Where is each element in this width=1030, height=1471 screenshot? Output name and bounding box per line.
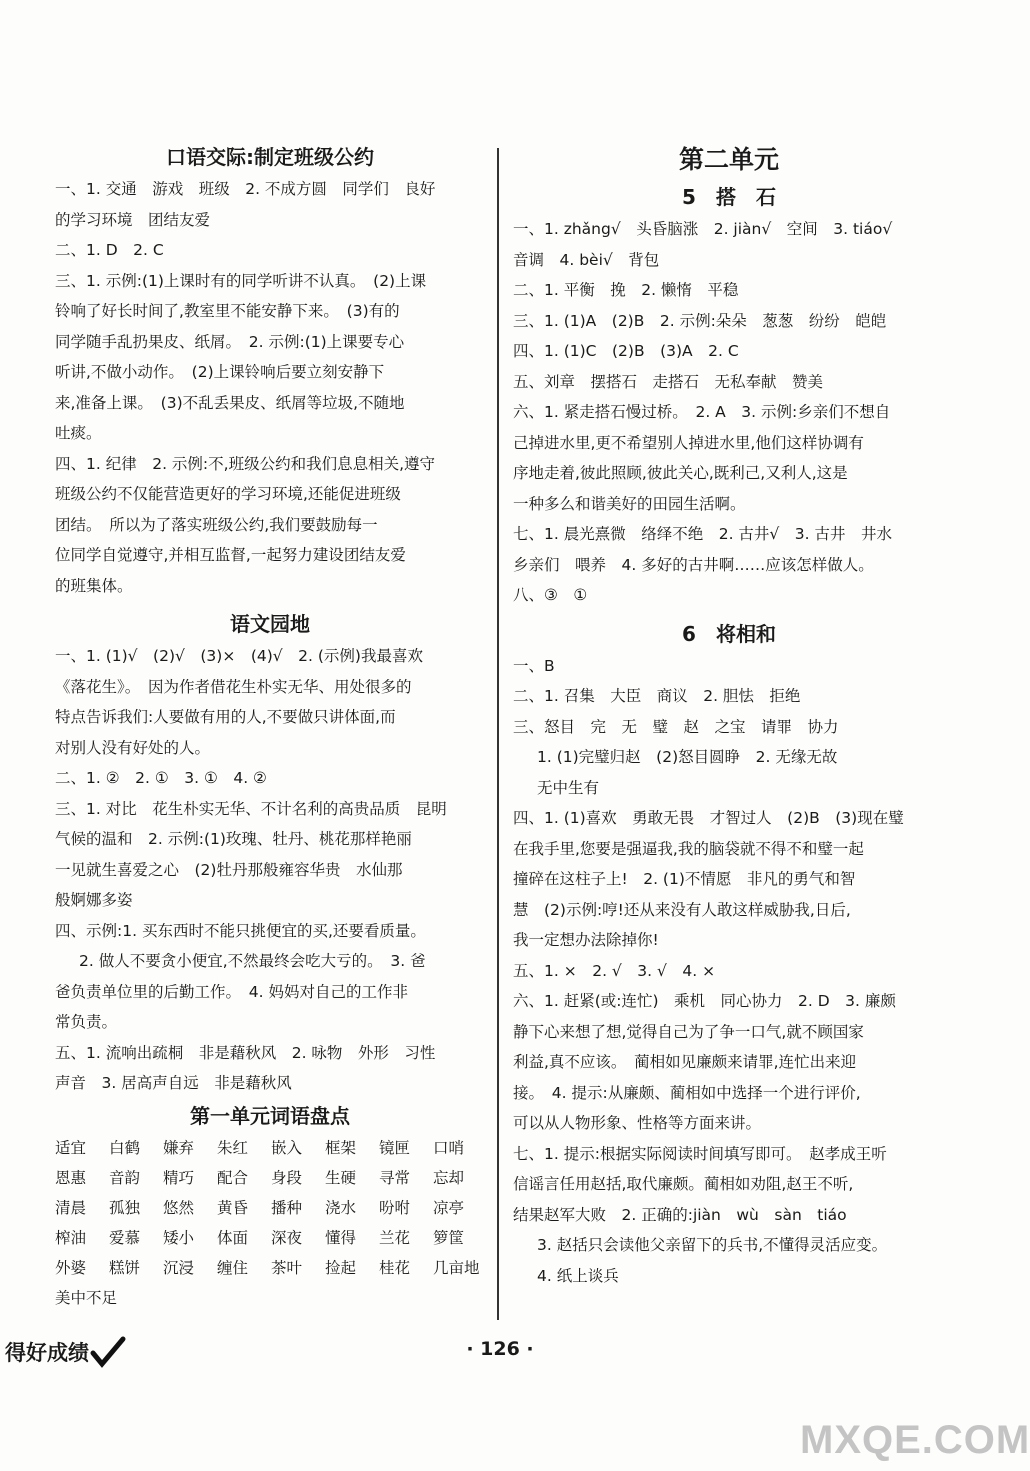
lesson5-title: 5 搭 石	[682, 185, 776, 209]
answer-line: 三、怒目 完 无 璧 赵 之宝 请罪 协力	[513, 717, 839, 736]
word-item: 几亩地	[433, 1258, 480, 1277]
answer-line: 四、1. (1)喜欢 勇敢无畏 才智过人 (2)B (3)现在璧	[513, 809, 904, 827]
answer-line: 三、1. (1)A (2)B 2. 示例:朵朵 葱葱 纷纷 皑皑	[513, 311, 887, 330]
answer-line: 无中生有	[537, 778, 600, 797]
answer-line: 一、B	[513, 656, 555, 675]
answer-line: 特点告诉我们:人要做有用的人,不要做只讲体面,而	[55, 708, 396, 726]
answer-line: 声音 3. 居高声自远 非是藉秋风	[55, 1074, 292, 1092]
answer-line: 来,准备上课。 (3)不乱丢果皮、纸屑等垃圾,不随地	[55, 393, 405, 412]
answer-line: 四、1. (1)C (2)B (3)A 2. C	[513, 342, 739, 360]
word-item: 茶叶	[271, 1258, 303, 1277]
answer-line: 《落花生》。 因为作者借花生朴实无华、用处很多的	[55, 677, 412, 696]
page-number: · 126 ·	[466, 1338, 534, 1360]
word-item: 生硬	[325, 1168, 357, 1187]
lesson6-title: 6 将相和	[682, 621, 776, 646]
word-item: 吩咐	[379, 1198, 411, 1217]
word-item: 播种	[271, 1198, 303, 1217]
word-item: 恩惠	[55, 1168, 87, 1187]
word-item: 兰花	[379, 1228, 411, 1247]
answer-line: 对别人没有好处的人。	[55, 738, 211, 757]
answer-line: 一种多么和谐美好的田园生活啊。	[513, 494, 746, 513]
answer-line: 撞碎在这柱子上! 2. (1)不情愿 非凡的勇气和智	[513, 870, 856, 888]
answer-line: 气候的温和 2. 示例:(1)玫瑰、牡丹、桃花那样艳丽	[55, 830, 412, 848]
lesson6-answers	[513, 651, 945, 1292]
answer-line: 六、1. 紧走搭石慢过桥。 2. A 3. 示例:乡亲们不想自	[513, 403, 891, 421]
answer-line: 2. 做人不要贪小便宜,不然最终会吃大亏的。 3. 爸	[79, 952, 426, 970]
word-item: 榨油	[55, 1228, 87, 1247]
answer-line: 二、1. 召集 大臣 商议 2. 胆怯 拒绝	[513, 687, 801, 705]
word-item: 身段	[271, 1168, 303, 1187]
word-item: 音韵	[109, 1168, 141, 1187]
unit-title: 第二单元	[678, 145, 779, 174]
word-item: 体面	[217, 1228, 249, 1247]
answer-line: 静下心来想了想,觉得自己为了争一口气,就不顾国家	[513, 1022, 864, 1041]
answer-line: 三、1. 对比 花生朴实无华、不计名利的高贵品质 昆明	[55, 799, 447, 818]
word-item: 清晨	[55, 1198, 87, 1217]
answer-line: 4. 纸上谈兵	[537, 1266, 619, 1285]
answer-line: 一、1. 交通 游戏 班级 2. 不成方圆 同学们 良好	[55, 180, 436, 198]
answer-line: 三、1. 示例:(1)上课时有的同学听讲不认真。 (2)上课	[55, 271, 427, 290]
section-title-garden: 语文园地	[230, 612, 310, 636]
oral-answers	[55, 174, 485, 601]
word-item: 白鹤	[109, 1138, 141, 1157]
word-item: 桂花	[379, 1258, 411, 1277]
column-divider	[497, 148, 499, 1320]
answer-line: 一、1. (1)√ (2)√ (3)× (4)√ 2. (示例)我最喜欢	[55, 647, 423, 665]
answer-line: 可以从人物形象、性格等方面来讲。	[513, 1114, 762, 1132]
word-item: 美中不足	[55, 1288, 118, 1307]
answer-line: 五、刘章 摆搭石 走搭石 无私奉献 赞美	[513, 372, 824, 391]
answer-line: 常负责。	[55, 1013, 118, 1031]
word-item: 悠然	[163, 1198, 195, 1217]
answer-line: 接。 4. 提示:从廉颇、蔺相如中选择一个进行评价,	[513, 1083, 861, 1102]
answer-line: 二、1. 平衡 挽 2. 懒惰 平稳	[513, 281, 739, 299]
answer-line: 四、示例:1. 买东西时不能只挑便宜的买,还要看质量。	[55, 921, 426, 940]
answer-line: 六、1. 赶紧(或:连忙) 乘机 同心协力 2. D 3. 廉颇	[513, 992, 896, 1010]
garden-answers	[55, 641, 485, 1099]
right-column	[513, 140, 945, 1291]
word-item: 爱慕	[109, 1228, 141, 1247]
answer-line: 1. (1)完璧归赵 (2)怒目圆睁 2. 无缘无故	[537, 748, 838, 766]
word-item: 矮小	[163, 1228, 195, 1247]
lesson5-answers	[513, 214, 945, 611]
answer-line: 五、1. × 2. √ 3. √ 4. ×	[513, 961, 716, 980]
answer-line: 一见就生喜爱之心 (2)牡丹那般雍容华贵 水仙那	[55, 860, 403, 879]
answer-line: 在我手里,您要是强逼我,我的脑袋就不得不和璧一起	[513, 839, 864, 858]
answer-line: 听讲,不做小动作。 (2)上课铃响后要立刻安静下	[55, 363, 385, 381]
word-item: 糕饼	[109, 1258, 141, 1277]
word-item: 精巧	[163, 1168, 195, 1187]
answer-line: 的班集体。	[55, 576, 133, 595]
answer-line: 般婀娜多姿	[55, 891, 133, 909]
left-column	[55, 140, 485, 1313]
word-item: 缠住	[217, 1258, 249, 1277]
word-item: 凉亭	[433, 1198, 465, 1217]
answer-line: 序地走着,彼此照顾,彼此关心,既利己,又利人,这是	[513, 464, 848, 482]
section-title-words: 第一单元词语盘点	[190, 1103, 350, 1128]
answer-line: 一、1. zhǎng√ 头昏脑涨 2. jiàn√ 空间 3. tiáo√	[513, 220, 893, 238]
answer-line: 3. 赵括只会读他父亲留下的兵书,不懂得灵活应变。	[537, 1236, 888, 1254]
answer-line: 二、1. ② 2. ① 3. ① 4. ②	[55, 769, 267, 787]
answer-line: 利益,真不应该。 蔺相如见廉颇来请罪,连忙出来迎	[513, 1053, 857, 1071]
answer-line: 班级公约不仅能营造更好的学习环境,还能促进班级	[55, 485, 401, 503]
watermark: MXQE.COM	[800, 1418, 1030, 1462]
answer-line: 吐痰。	[55, 424, 102, 442]
word-item: 懂得	[325, 1228, 357, 1247]
answer-line: 七、1. 晨光熹微 络绎不绝 2. 古井√ 3. 古井 井水	[513, 525, 893, 543]
answer-line: 五、1. 流响出疏桐 非是藉秋风 2. 咏物 外形 习性	[55, 1043, 436, 1062]
answer-line: 位同学自觉遵守,并相互监督,一起努力建设团结友爱	[55, 546, 406, 564]
answer-line: 七、1. 提示:根据实际阅读时间填写即可。 赵孝成王听	[513, 1144, 887, 1163]
word-item: 深夜	[271, 1228, 303, 1247]
word-item: 忘却	[433, 1168, 465, 1187]
brand-text: 得好成绩	[5, 1340, 89, 1365]
word-item: 浇水	[325, 1198, 357, 1217]
word-item: 口哨	[433, 1138, 465, 1157]
word-item: 箩筐	[433, 1228, 465, 1247]
answer-line: 音调 4. bèi√ 背包	[513, 250, 660, 269]
word-item: 框架	[325, 1138, 357, 1157]
word-item: 孤独	[109, 1198, 141, 1217]
word-item: 配合	[217, 1168, 249, 1187]
section-title-oral: 口语交际:制定班级公约	[166, 145, 374, 169]
word-item: 黄昏	[217, 1198, 249, 1217]
word-item: 捡起	[325, 1258, 357, 1277]
word-item: 适宜	[55, 1138, 87, 1157]
answer-line: 爸负责单位里的后勤工作。 4. 妈妈对自己的工作非	[55, 982, 408, 1001]
answer-line: 我一定想办法除掉你!	[513, 931, 659, 949]
answer-line: 铃响了好长时间了,教室里不能安静下来。 (3)有的	[55, 302, 400, 320]
answer-line: 八、③ ①	[513, 586, 588, 604]
answer-line: 四、1. 纪律 2. 示例:不,班级公约和我们息息相关,遵守	[55, 454, 436, 473]
word-item: 寻常	[379, 1168, 411, 1187]
answer-line: 乡亲们 喂养 4. 多好的古井啊……应该怎样做人。	[513, 555, 874, 574]
answer-line: 结果赵军大败 2. 正确的:jiàn wù sàn tiáo	[513, 1205, 847, 1224]
word-item: 外婆	[55, 1258, 87, 1277]
word-item: 沉浸	[163, 1258, 195, 1277]
word-item: 嵌入	[271, 1138, 303, 1157]
word-list	[55, 1133, 485, 1283]
word-item: 嫌弃	[163, 1138, 195, 1157]
answer-line: 信谣言任用赵括,取代廉颇。蔺相如劝阻,赵王不听,	[513, 1175, 854, 1193]
answer-line: 团结。 所以为了落实班级公约,我们要鼓励每一	[55, 515, 378, 534]
answer-line: 同学随手乱扔果皮、纸屑。 2. 示例:(1)上课要专心	[55, 332, 405, 351]
answer-line: 的学习环境 团结友爱	[55, 210, 211, 229]
word-item: 镜匣	[379, 1138, 411, 1157]
answer-line: 己掉进水里,更不希望别人掉进水里,他们这样协调有	[513, 433, 864, 452]
answer-line: 慧 (2)示例:哼!还从来没有人敢这样威胁我,日后,	[513, 900, 851, 919]
word-item: 朱红	[217, 1138, 249, 1157]
answer-line: 二、1. D 2. C	[55, 241, 164, 259]
